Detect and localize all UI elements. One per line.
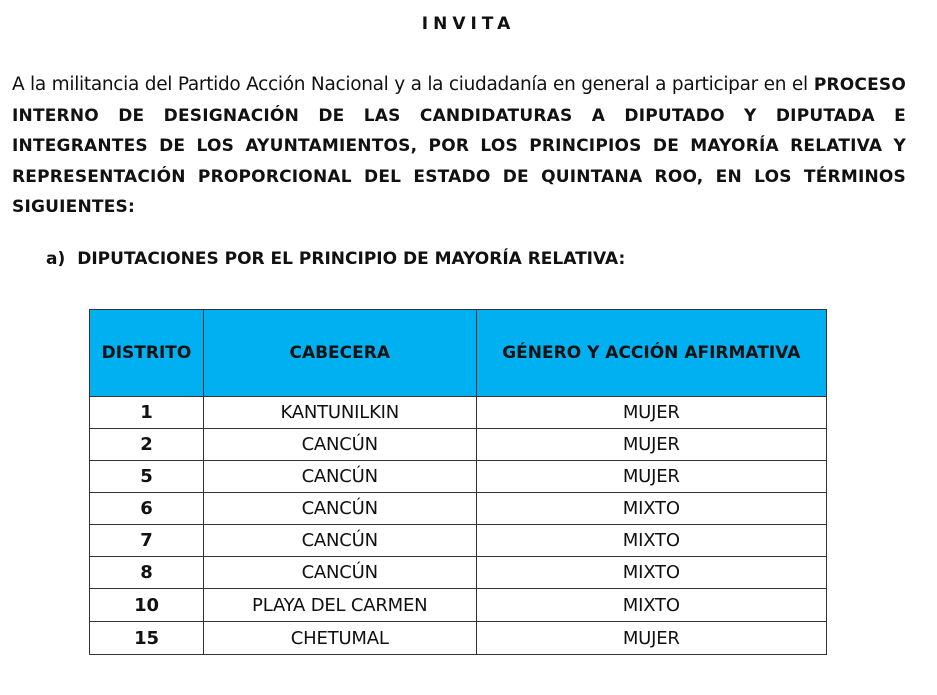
distrito-cell: 10	[90, 589, 204, 622]
distrito-cell: 6	[90, 493, 204, 525]
genero-cell: MIXTO	[476, 525, 826, 557]
cabecera-cell: CANCÚN	[203, 429, 476, 461]
cabecera-cell: CANCÚN	[203, 461, 476, 493]
intro-paragraph	[12, 70, 906, 223]
genero-cell: MIXTO	[476, 493, 826, 525]
section-marker: a)	[46, 249, 66, 269]
cabecera-cell: CANCÚN	[203, 557, 476, 589]
cabecera-cell: CANCÚN	[203, 493, 476, 525]
distrito-cell: 15	[90, 622, 204, 655]
cabecera-cell: CANCÚN	[203, 525, 476, 557]
genero-cell: MUJER	[476, 429, 826, 461]
distrito-cell: 7	[90, 525, 204, 557]
distrito-cell: 2	[90, 429, 204, 461]
distrito-cell: 1	[90, 397, 204, 429]
section-title: DIPUTACIONES POR EL PRINCIPIO DE MAYORÍA RELATIVA:	[77, 249, 626, 269]
districts-table	[89, 309, 827, 655]
genero-cell: MUJER	[476, 397, 826, 429]
table-row	[90, 589, 827, 622]
table-row	[90, 557, 827, 589]
genero-cell: MIXTO	[476, 589, 826, 622]
genero-cell: MIXTO	[476, 557, 826, 589]
table-row	[90, 397, 827, 429]
table-row	[90, 429, 827, 461]
header-distrito: DISTRITO	[90, 310, 204, 397]
section-heading	[46, 249, 625, 269]
table-row	[90, 461, 827, 493]
table-row	[90, 525, 827, 557]
header-cabecera: CABECERA	[203, 310, 476, 397]
distrito-cell: 5	[90, 461, 204, 493]
distrito-cell: 8	[90, 557, 204, 589]
header-genero: GÉNERO Y ACCIÓN AFIRMATIVA	[476, 310, 826, 397]
table-header-row	[90, 310, 827, 397]
cabecera-cell: KANTUNILKIN	[203, 397, 476, 429]
cabecera-cell: PLAYA DEL CARMEN	[203, 589, 476, 622]
genero-cell: MUJER	[476, 461, 826, 493]
table-row	[90, 622, 827, 655]
table-row	[90, 493, 827, 525]
cabecera-cell: CHETUMAL	[203, 622, 476, 655]
document-title: INVITA	[421, 14, 516, 34]
intro-lead-text: A la militancia del Partido Acción Nacional y a la ciudadanía en general a participar en el	[12, 74, 808, 95]
intro-bold-text: PROCESO INTERNO DE DESIGNACIÓN DE LAS CANDIDATURAS A DIPUTADO Y DIPUTADA E INTEGRANTES DE LOS AYUNTAMIENTOS, POR LOS PRINCIPIOS DE MAYORÍA RELATIVA Y REPRESENTACIÓN PROPORCIONAL DEL ESTADO DE QUINTANA ROO, EN LOS TÉRMINOS SIGUIENTES:	[12, 75, 906, 217]
genero-cell: MUJER	[476, 622, 826, 655]
